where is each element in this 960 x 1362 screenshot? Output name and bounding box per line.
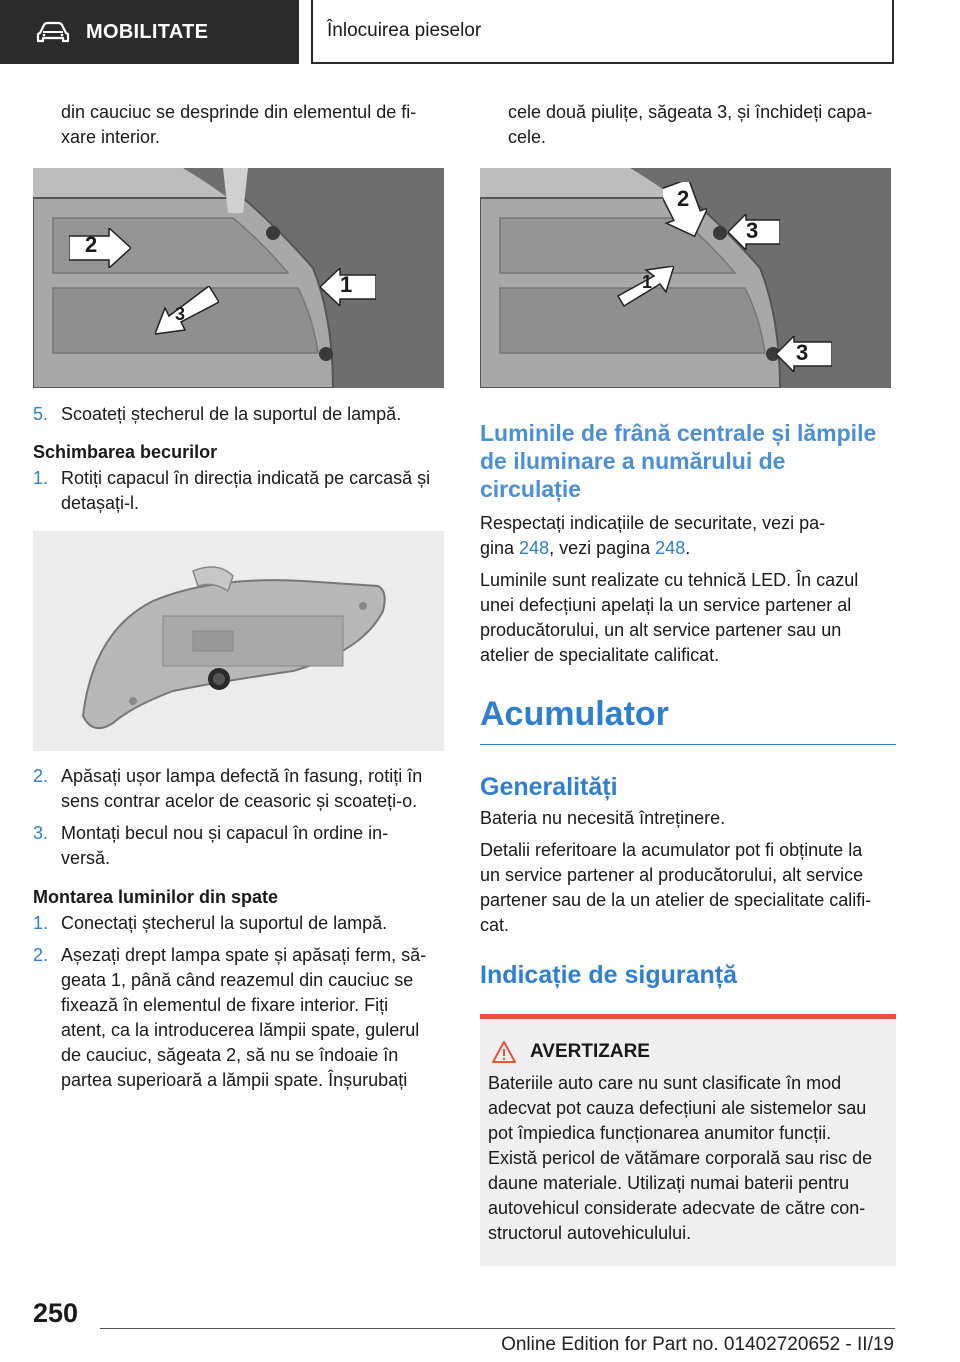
callout-number: 3 <box>175 304 186 324</box>
callout-number: 3 <box>746 218 759 243</box>
details-paragraph: Detalii referitoare la acumulator pot fi obținute la un service partener al producătorului, alt service partener sau de la un atelier de specialitate califi- cat. <box>480 840 872 935</box>
chapter-tab[interactable] <box>0 0 299 64</box>
step-item <box>33 466 444 516</box>
heading-battery: Acumulator <box>480 694 896 745</box>
step-item <box>33 764 444 814</box>
heading-general: Generalități <box>480 773 618 801</box>
step-item <box>33 821 444 871</box>
callout-number: 1 <box>642 272 653 292</box>
step-text: Așezați drept lampa spate și apăsați ferm, să- geata 1, până când reazemul din cauciuc se fixează în elementul de fixare interior. Fiți atent, ca la introducerea lămpii spate, gulerul de cauciuc, săgeata 2, să nu se îndoaie în partea superioară a lămpii spate. Înșurubați <box>61 945 427 1090</box>
step-text: Conectați ștecherul la suportul de lampă. <box>61 913 388 933</box>
step-text: Apăsați ușor lampa defectă în fasung, rotiți în sens contrar acelor de ceasoric și scoateți-o. <box>61 766 423 811</box>
step-number: 5. <box>33 404 49 424</box>
section-header <box>311 0 894 64</box>
warning-text: Bateriile auto care nu sunt clasificate în mod adecvat pot cauza defecțiuni ale sistemelor sau pot împiedica funcționarea anumitor funcții. Există pericol de vătămare corporală sau risc de daune materiale. Utilizați numai baterii pentru autovehicul considerate adecvate de către con- structorul autovehiculului. <box>488 1073 873 1243</box>
arrow-callout-icon <box>155 286 219 336</box>
step-number: 2. <box>33 945 49 965</box>
lamp-housing-figure <box>33 531 444 751</box>
step-number: 2. <box>33 766 49 786</box>
car-icon <box>36 21 70 43</box>
chapter-tab-label: MOBILITATE <box>86 20 209 43</box>
taillight-removal-figure <box>33 168 444 388</box>
warning-title: AVERTIZARE <box>530 1041 650 1062</box>
callout-number: 2 <box>85 232 98 257</box>
step-item <box>33 402 444 427</box>
safety-reference-line: gina 248, vezi pagina 248. <box>480 538 691 558</box>
step-text: Montați becul nou și capacul în ordine in- versă. <box>61 823 389 868</box>
warning-box <box>480 1014 896 1266</box>
warning-header <box>488 1041 888 1063</box>
intro-text-line: cele două piulițe, săgeata 3, și închideți capa- <box>508 102 873 122</box>
page-link[interactable]: 248 <box>519 538 550 558</box>
subheading-mount: Montarea luminilor din spate <box>33 887 279 907</box>
callout-number: 3 <box>796 340 809 365</box>
led-paragraph: Luminile sunt realizate cu tehnică LED. În cazul unei defecțiuni apelați la un service partener al producătorului, un alt service partener sau un atelier de specialitate calificat. <box>480 570 859 665</box>
right-column <box>480 100 896 1266</box>
edition-text: Online Edition for Part no. 01402720652 - II/19 <box>501 1334 894 1355</box>
intro-text-line: cele. <box>508 127 547 147</box>
subheading-bulbs: Schimbarea becurilor <box>33 442 218 462</box>
arrow-callout-icon <box>69 228 131 268</box>
heading-brake-lights: Luminile de frână centrale și lămpile de iluminare a numărului de circulație <box>480 420 877 502</box>
step-text: Rotiți capacul în direcția indicată pe carcasă și detașați-l. <box>61 468 431 513</box>
callout-number: 2 <box>677 186 690 211</box>
section-title: Înlocuirea pieselor <box>327 20 482 41</box>
page-number: 250 <box>33 1298 79 1328</box>
heading-safety: Indicație de siguranță <box>480 961 738 989</box>
safety-reference-line: Respectați indicațiile de securitate, vezi pa- <box>480 513 826 533</box>
footer-divider <box>100 1328 895 1329</box>
step-number: 1. <box>33 913 49 933</box>
step-number: 3. <box>33 823 49 843</box>
step-item <box>33 911 444 936</box>
left-column <box>33 100 444 1093</box>
page-link[interactable]: 248 <box>655 538 686 558</box>
taillight-mount-figure <box>480 168 891 388</box>
general-text: Bateria nu necesită întreținere. <box>480 808 726 828</box>
callout-number: 1 <box>340 272 353 297</box>
step-text: Scoateți ștecherul de la suportul de lampă. <box>61 404 402 424</box>
warning-triangle-icon <box>492 1041 516 1063</box>
intro-text-line: xare interior. <box>61 127 161 147</box>
intro-text-line: din cauciuc se desprinde din elementul de fi- <box>61 102 417 122</box>
step-item <box>33 943 444 1093</box>
step-number: 1. <box>33 468 49 488</box>
